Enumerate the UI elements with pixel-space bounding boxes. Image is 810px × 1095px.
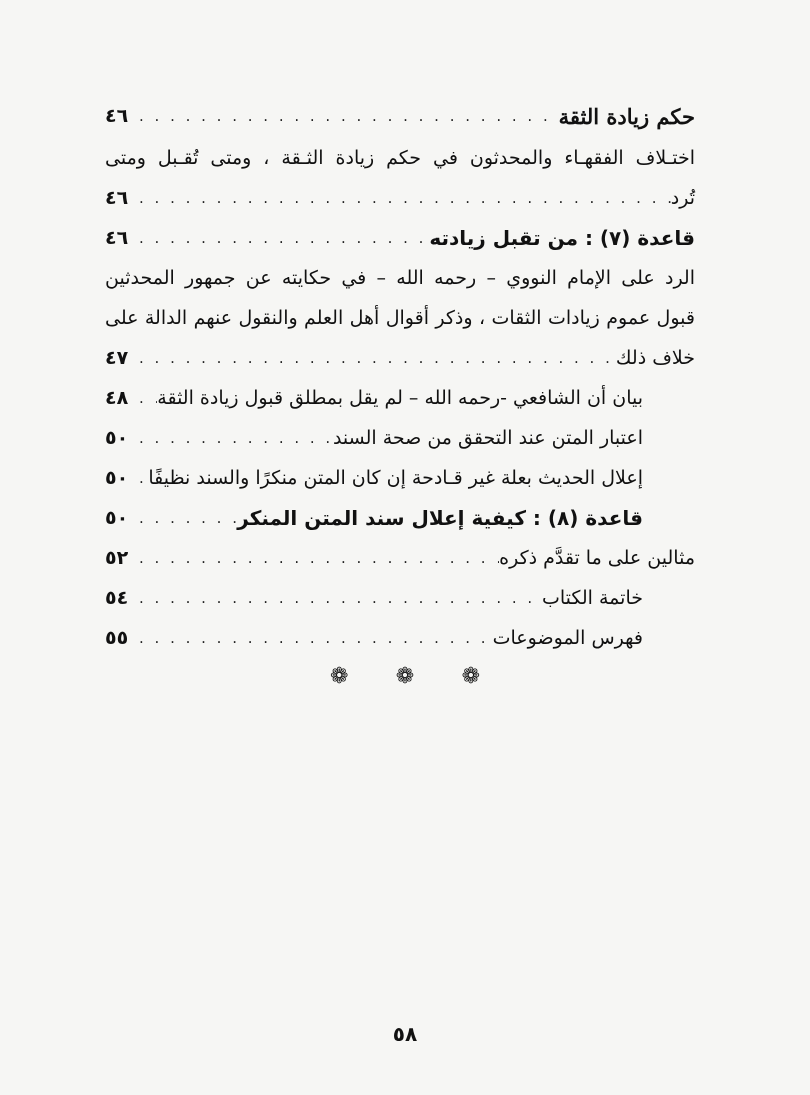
- leader-dots: [135, 189, 671, 207]
- leader-dots: [135, 469, 148, 487]
- toc-entry: [105, 182, 695, 214]
- toc-entry: [105, 462, 695, 494]
- flower-ornament-icon: ❁: [330, 664, 349, 689]
- toc-entry: [105, 422, 695, 454]
- toc-entry-title: قبول عموم زيادات الثقات ، وذكر أقوال أهل العلم والنقول عنهم الدالة على: [105, 307, 695, 329]
- toc-entry-title: خاتمة الكتاب: [541, 587, 643, 609]
- toc-entry-title: إعلال الحديث بعلة غير قـادحة إن كان المتن منكرًا والسند نظيفًا: [148, 467, 643, 489]
- toc-entry-title: قاعدة (٨) : كيفية إعلال سند المتن المنكر: [237, 506, 643, 530]
- toc-entry-line: [105, 302, 695, 334]
- toc-entry-heading: [105, 100, 695, 132]
- toc-entry: [105, 382, 695, 414]
- toc-page-number: ٤٧: [105, 347, 129, 369]
- toc-entry-title: بيان أن الشافعي -رحمه الله – لم يقل بمطلق قبول زيادة الثقة: [157, 387, 643, 409]
- toc-page-number: ٥٠: [105, 507, 129, 529]
- toc-page-number: ٥٠: [105, 467, 129, 489]
- toc-entry: [105, 582, 695, 614]
- toc-entry-title: اعتبار المتن عند التحقق من صحة السند: [332, 427, 643, 449]
- toc-page-number: ٤٦: [105, 105, 129, 127]
- leader-dots: [135, 509, 237, 527]
- leader-dots: [135, 589, 542, 607]
- ornament-divider: [330, 664, 480, 689]
- flower-ornament-icon: ❁: [461, 664, 480, 689]
- toc-entry-rule: [105, 222, 695, 254]
- toc-page-number: ٥٢: [105, 547, 129, 569]
- toc-page-number: ٤٦: [105, 227, 129, 249]
- toc-page-number: ٤٨: [105, 387, 129, 409]
- page-number: ٥٨: [392, 1022, 418, 1046]
- toc-entry-title: مثالين على ما تقدَّم ذكره: [499, 547, 695, 569]
- leader-dots: [135, 549, 499, 567]
- toc-entry: [105, 622, 695, 654]
- leader-dots: [135, 229, 429, 247]
- toc-entry-line: [105, 262, 695, 294]
- toc-entry-title: قاعدة (٧) : من تقبل زيادته: [429, 226, 695, 250]
- toc-page-number: ٤٦: [105, 187, 129, 209]
- toc-entry-title: فهرس الموضوعات: [492, 627, 643, 649]
- toc-page-number: ٥٥: [105, 627, 129, 649]
- flower-ornament-icon: ❁: [395, 664, 415, 689]
- toc-entry-title: تُرد: [670, 187, 695, 209]
- leader-dots: [135, 107, 559, 125]
- toc-entry: [105, 342, 695, 374]
- leader-dots: [135, 429, 333, 447]
- leader-dots: [135, 389, 157, 407]
- leader-dots: [135, 629, 493, 647]
- toc-entry-title: اختـلاف الفقهـاء والمحدثون في حكم زيادة الثـقة ، ومتى تُقـبل ومتى: [105, 147, 695, 169]
- toc-entry-title: خلاف ذلك: [615, 347, 695, 369]
- toc-entry-rule: [105, 502, 695, 534]
- toc-entry: [105, 542, 695, 574]
- leader-dots: [135, 349, 616, 367]
- toc-entry-title: الرد على الإمام النووي – رحمه الله – في حكايته عن جمهور المحدثين: [105, 267, 695, 289]
- toc-page-number: ٥٤: [105, 587, 129, 609]
- toc-page-number: ٥٠: [105, 427, 129, 449]
- toc-entry-line: [105, 142, 695, 174]
- toc-entry-title: حكم زيادة الثقة: [558, 103, 695, 129]
